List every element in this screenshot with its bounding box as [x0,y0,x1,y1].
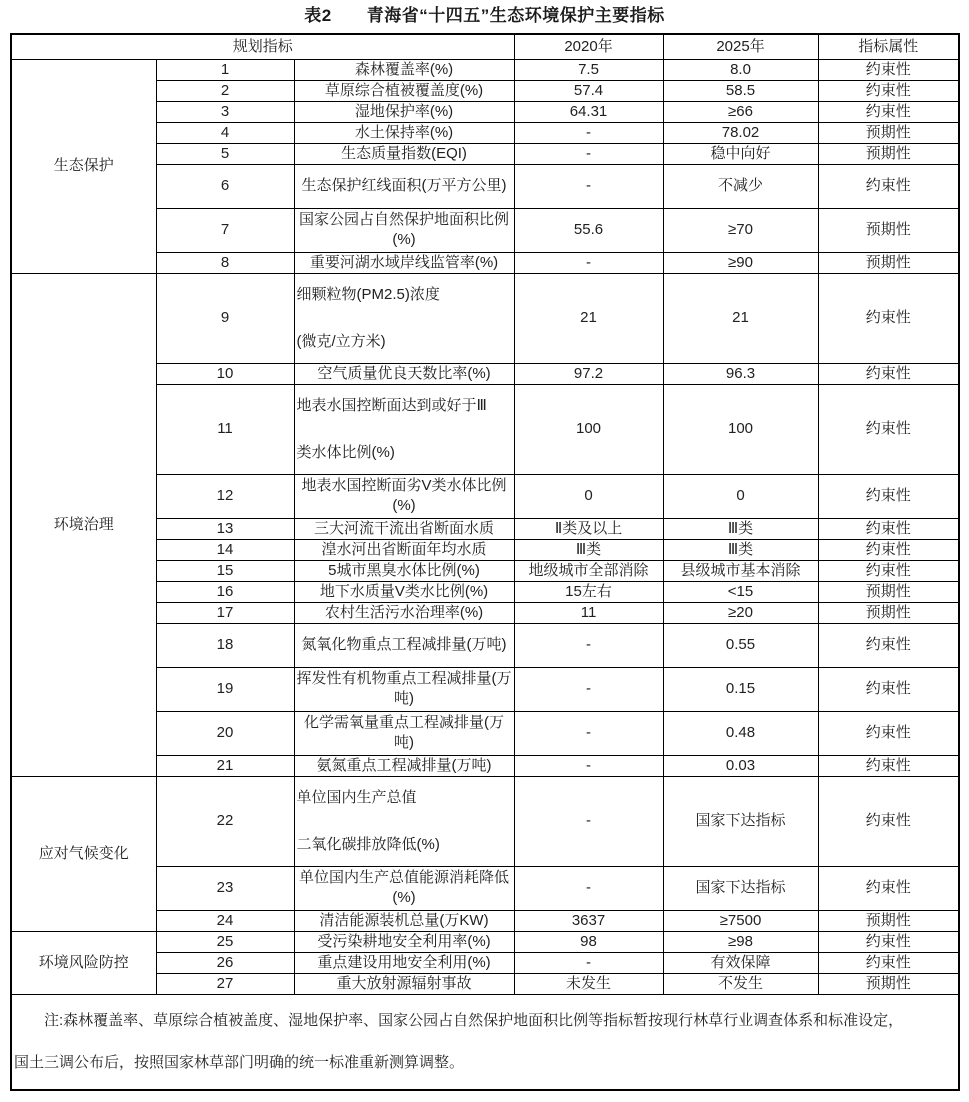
indicator-name-cell: 水土保持率(%) [294,122,514,143]
attribute-value-cell: 预期性 [818,252,959,273]
attribute-value-cell: 预期性 [818,973,959,994]
value-2020-cell: Ⅲ类 [514,539,663,560]
row-number-cell: 15 [156,560,294,581]
attribute-value-cell: 约束性 [818,711,959,755]
attribute-value-cell: 约束性 [818,164,959,208]
value-2025-cell: 100 [663,384,818,474]
row-number-cell: 13 [156,518,294,539]
value-2025-cell: ≥20 [663,602,818,623]
row-number-cell: 23 [156,866,294,910]
indicator-name-cell [294,273,514,363]
attribute-value-cell: 约束性 [818,776,959,866]
value-2020-cell: - [514,122,663,143]
value-2025-cell: 0 [663,474,818,518]
value-2025-cell: ≥90 [663,252,818,273]
value-2025-cell: ≥7500 [663,910,818,931]
attribute-value-cell: 约束性 [818,363,959,384]
attribute-value-cell: 预期性 [818,208,959,252]
row-number-cell: 2 [156,80,294,101]
table-row [11,931,959,952]
header-year-2025: 2025年 [663,34,818,59]
value-2025-cell: 国家下达指标 [663,776,818,866]
category-cell: 生态保护 [11,59,156,273]
note-line-1: 注:森林覆盖率、草原综合植被盖度、湿地保护率、国家公园占自然保护地面积比例等指标暂按现行林草行业调查体系和标准设定， [44,1011,904,1029]
indicator-name-cell: 受污染耕地安全利用率(%) [294,931,514,952]
attribute-value-cell: 约束性 [818,80,959,101]
attribute-value-cell: 预期性 [818,581,959,602]
indicator-name-cell: 森林覆盖率(%) [294,59,514,80]
value-2020-cell: - [514,623,663,667]
attribute-value-cell: 约束性 [818,273,959,363]
value-2025-cell: 0.48 [663,711,818,755]
table-footer [11,994,959,1090]
value-2025-cell: 0.55 [663,623,818,667]
row-number-cell: 24 [156,910,294,931]
value-2020-cell: 7.5 [514,59,663,80]
row-number-cell: 17 [156,602,294,623]
attribute-value-cell: 约束性 [818,518,959,539]
indicator-name-line: 地表水国控断面达到或好于Ⅲ [296,396,487,414]
value-2025-cell: 58.5 [663,80,818,101]
table-row [11,776,959,866]
value-2025-cell: 0.15 [663,667,818,711]
row-number-cell: 10 [156,363,294,384]
value-2020-cell: 15左右 [514,581,663,602]
value-2025-cell: 不发生 [663,973,818,994]
table-row [11,59,959,80]
header-row [11,34,959,59]
header-planning-indicator: 规划指标 [11,34,514,59]
value-2020-cell: 100 [514,384,663,474]
row-number-cell: 25 [156,931,294,952]
indicator-name-cell: 草原综合植被覆盖度(%) [294,80,514,101]
value-2020-cell: - [514,711,663,755]
value-2020-cell: 97.2 [514,363,663,384]
row-number-cell: 5 [156,143,294,164]
value-2025-cell: 县级城市基本消除 [663,560,818,581]
attribute-value-cell: 预期性 [818,602,959,623]
value-2025-cell: ≥98 [663,931,818,952]
value-2020-cell: - [514,776,663,866]
indicator-name-cell: 湿地保护率(%) [294,101,514,122]
indicator-name-cell: 生态质量指数(EQI) [294,143,514,164]
indicator-name-cell: 氨氮重点工程减排量(万吨) [294,755,514,776]
header-year-2020: 2020年 [514,34,663,59]
table-row [11,273,959,363]
indicator-name-cell: 地表水国控断面劣V类水体比例(%) [294,474,514,518]
attribute-value-cell: 约束性 [818,931,959,952]
value-2020-cell: 98 [514,931,663,952]
attribute-value-cell: 约束性 [818,59,959,80]
value-2025-cell: ≥66 [663,101,818,122]
row-number-cell: 21 [156,755,294,776]
row-number-cell: 7 [156,208,294,252]
value-2020-cell: - [514,164,663,208]
value-2025-cell: Ⅲ类 [663,539,818,560]
note-line-2: 国土三调公布后，按照国家林草部门明确的统一标准重新测算调整。 [14,1053,465,1071]
attribute-value-cell: 预期性 [818,122,959,143]
indicator-name-line: 细颗粒物(PM2.5)浓度 [296,285,440,303]
row-number-cell: 12 [156,474,294,518]
value-2025-cell: Ⅲ类 [663,518,818,539]
row-number-cell: 18 [156,623,294,667]
row-number-cell: 11 [156,384,294,474]
indicator-name-cell: 农村生活污水治理率(%) [294,602,514,623]
indicator-name-cell: 生态保护红线面积(万平方公里) [294,164,514,208]
indicator-name-cell: 湟水河出省断面年均水质 [294,539,514,560]
value-2025-cell: 8.0 [663,59,818,80]
note-row [11,994,959,1090]
indicator-name-line: 单位国内生产总值 [296,788,417,806]
value-2020-cell: 64.31 [514,101,663,122]
value-2020-cell: 11 [514,602,663,623]
row-number-cell: 6 [156,164,294,208]
indicator-name-cell: 重要河湖水域岸线监管率(%) [294,252,514,273]
value-2020-cell: 地级城市全部消除 [514,560,663,581]
indicator-name-cell [294,384,514,474]
indicator-name-cell: 挥发性有机物重点工程减排量(万吨) [294,667,514,711]
indicator-name-cell: 清洁能源装机总量(万KW) [294,910,514,931]
value-2025-cell: 21 [663,273,818,363]
row-number-cell: 16 [156,581,294,602]
value-2020-cell: 未发生 [514,973,663,994]
value-2020-cell: 3637 [514,910,663,931]
indicator-name-line: 类水体比例(%) [296,443,395,461]
indicator-name-cell [294,776,514,866]
value-2025-cell: 稳中向好 [663,143,818,164]
value-2020-cell: 21 [514,273,663,363]
attribute-value-cell: 预期性 [818,910,959,931]
indicator-name-cell: 国家公园占自然保护地面积比例(%) [294,208,514,252]
indicator-name-cell: 地下水质量V类水比例(%) [294,581,514,602]
attribute-value-cell: 约束性 [818,866,959,910]
row-number-cell: 26 [156,952,294,973]
category-cell: 应对气候变化 [11,776,156,931]
row-number-cell: 20 [156,711,294,755]
row-number-cell: 4 [156,122,294,143]
value-2020-cell: - [514,252,663,273]
value-2020-cell: 0 [514,474,663,518]
value-2020-cell: - [514,667,663,711]
value-2025-cell: <15 [663,581,818,602]
indicator-table [10,33,960,1091]
attribute-value-cell: 约束性 [818,623,959,667]
indicator-name-cell: 5城市黑臭水体比例(%) [294,560,514,581]
value-2020-cell: - [514,952,663,973]
row-number-cell: 22 [156,776,294,866]
table-header [11,34,959,59]
indicator-name-cell: 氮氧化物重点工程减排量(万吨) [294,623,514,667]
value-2025-cell: 国家下达指标 [663,866,818,910]
attribute-value-cell: 约束性 [818,952,959,973]
table-body [11,59,959,994]
indicator-name-cell: 重点建设用地安全利用(%) [294,952,514,973]
row-number-cell: 9 [156,273,294,363]
header-indicator-attribute: 指标属性 [818,34,959,59]
attribute-value-cell: 约束性 [818,384,959,474]
value-2020-cell: - [514,143,663,164]
row-number-cell: 3 [156,101,294,122]
attribute-value-cell: 约束性 [818,474,959,518]
value-2025-cell: ≥70 [663,208,818,252]
indicator-name-cell: 重大放射源辐射事故 [294,973,514,994]
value-2025-cell: 有效保障 [663,952,818,973]
indicator-name-line: (微克/立方米) [296,332,386,350]
attribute-value-cell: 约束性 [818,755,959,776]
indicator-name-cell: 三大河流干流出省断面水质 [294,518,514,539]
value-2020-cell: 57.4 [514,80,663,101]
category-cell: 环境治理 [11,273,156,776]
value-2020-cell: 55.6 [514,208,663,252]
value-2025-cell: 78.02 [663,122,818,143]
indicator-name-cell: 单位国内生产总值能源消耗降低(%) [294,866,514,910]
row-number-cell: 19 [156,667,294,711]
row-number-cell: 27 [156,973,294,994]
value-2025-cell: 96.3 [663,363,818,384]
table-caption: 表2 青海省“十四五”生态环境保护主要指标 [304,6,665,25]
value-2020-cell: - [514,866,663,910]
row-number-cell: 1 [156,59,294,80]
attribute-value-cell: 约束性 [818,539,959,560]
indicator-name-line: 二氧化碳排放降低(%) [296,835,440,853]
indicator-name-cell: 化学需氧量重点工程减排量(万吨) [294,711,514,755]
attribute-value-cell: 约束性 [818,101,959,122]
category-cell: 环境风险防控 [11,931,156,994]
attribute-value-cell: 约束性 [818,560,959,581]
value-2020-cell: - [514,755,663,776]
value-2020-cell: Ⅱ类及以上 [514,518,663,539]
row-number-cell: 14 [156,539,294,560]
table-note [11,994,959,1090]
attribute-value-cell: 约束性 [818,667,959,711]
value-2025-cell: 不减少 [663,164,818,208]
indicator-name-cell: 空气质量优良天数比率(%) [294,363,514,384]
row-number-cell: 8 [156,252,294,273]
attribute-value-cell: 预期性 [818,143,959,164]
value-2025-cell: 0.03 [663,755,818,776]
